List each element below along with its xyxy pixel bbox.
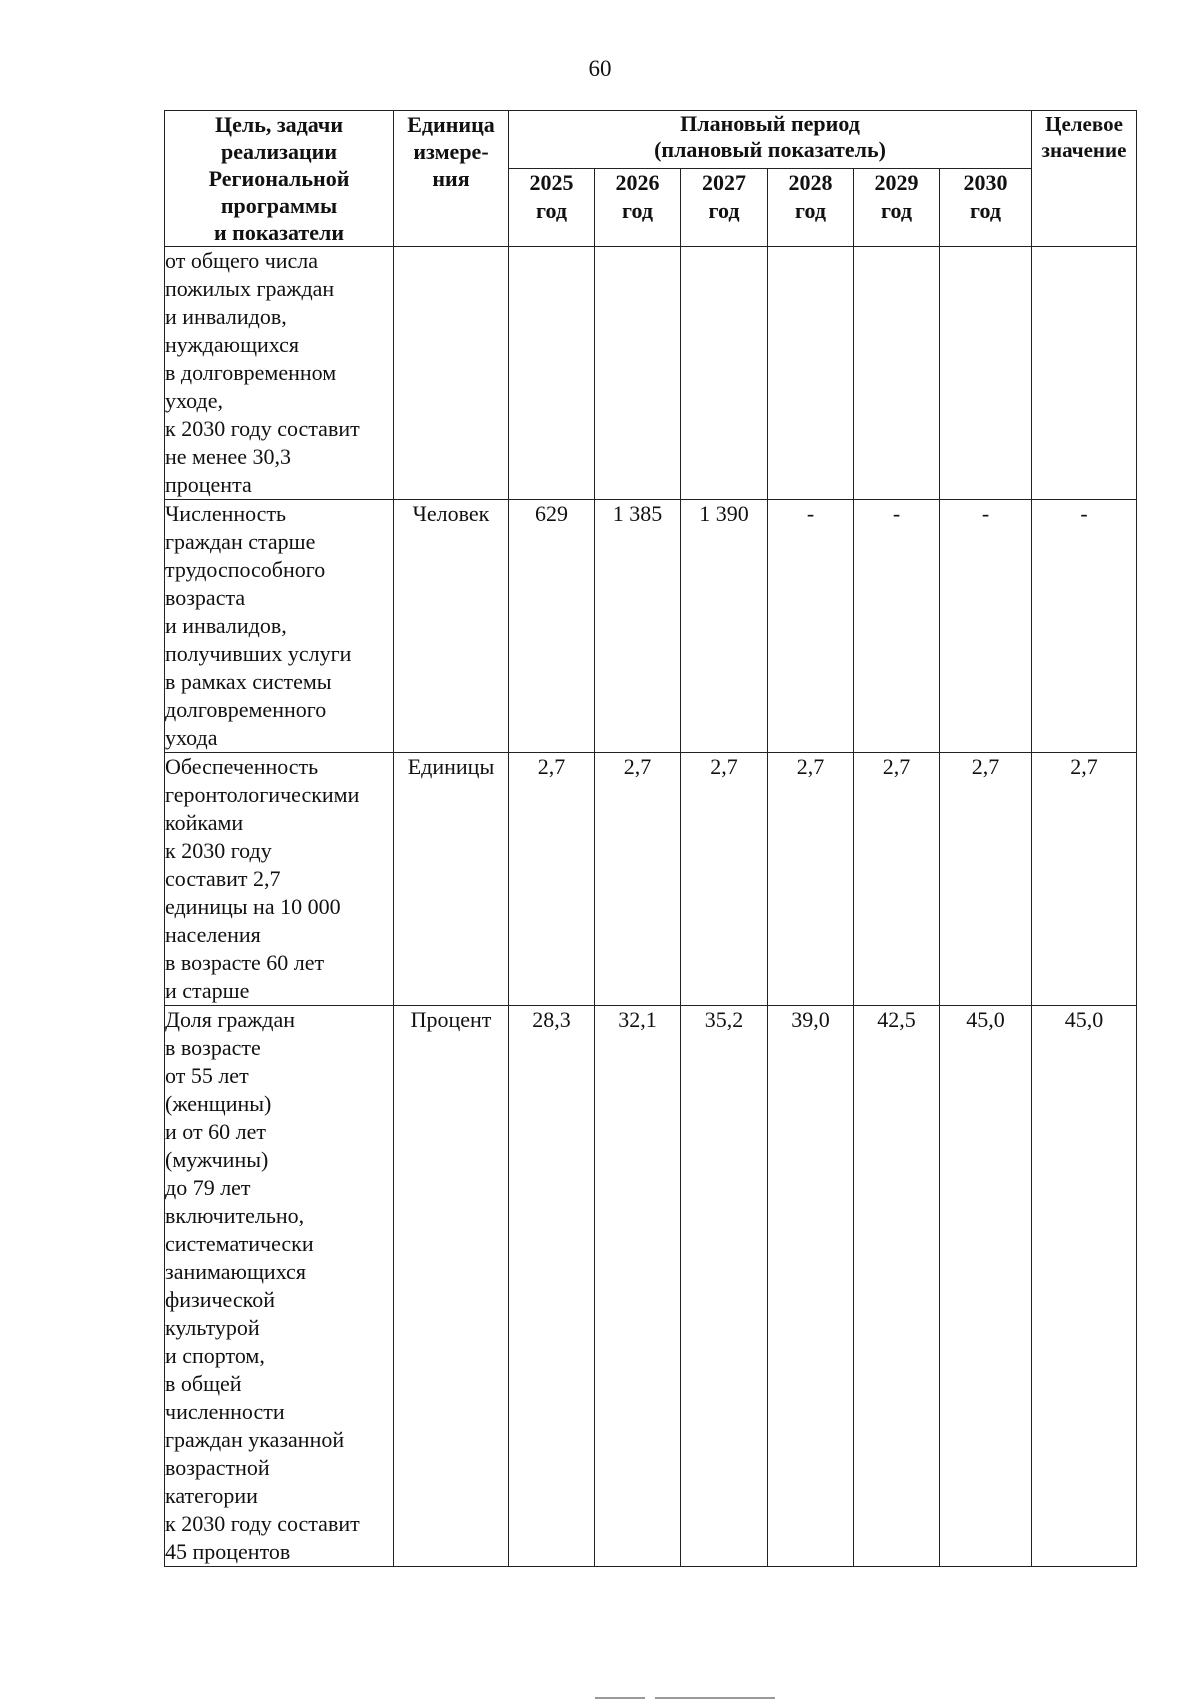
indicator-text: Доля граждан в возрасте от 55 лет (женщины) и от 60 лет (мужчины) до 79 лет включительно, систематически занимающихся физической культурой и спортом, в общей численности граждан указанной возрастной категории к 2030 году составит 45 процентов <box>165 1006 394 1567</box>
value-cell: 2,7 <box>595 753 681 1006</box>
table-row <box>165 1006 1137 1567</box>
value-cell: 1 385 <box>595 500 681 753</box>
value-cell: 2,7 <box>681 753 768 1006</box>
value-cell: 35,2 <box>681 1006 768 1567</box>
value-cell: 42,5 <box>854 1006 940 1567</box>
value-cell: 2,7 <box>768 753 854 1006</box>
scan-mark <box>655 1697 775 1699</box>
target-cell <box>1032 247 1137 500</box>
header-year: 2028 год <box>768 169 854 247</box>
unit-cell: Единицы <box>394 753 509 1006</box>
value-cell: - <box>940 500 1032 753</box>
value-cell <box>768 247 854 500</box>
table-row <box>165 500 1137 753</box>
value-cell <box>854 247 940 500</box>
value-cell <box>681 247 768 500</box>
value-cell <box>595 247 681 500</box>
header-year: 2029 год <box>854 169 940 247</box>
target-cell: 45,0 <box>1032 1006 1137 1567</box>
value-cell: - <box>768 500 854 753</box>
value-cell: 45,0 <box>940 1006 1032 1567</box>
unit-cell: Человек <box>394 500 509 753</box>
header-year: 2030 год <box>940 169 1032 247</box>
value-cell <box>940 247 1032 500</box>
table-row <box>165 247 1137 500</box>
value-cell: 1 390 <box>681 500 768 753</box>
value-cell: 2,7 <box>854 753 940 1006</box>
table-row <box>165 753 1137 1006</box>
target-cell: - <box>1032 500 1137 753</box>
value-cell: 28,3 <box>509 1006 595 1567</box>
unit-cell <box>394 247 509 500</box>
header-row-1 <box>165 111 1137 169</box>
unit-cell: Процент <box>394 1006 509 1567</box>
value-cell: 32,1 <box>595 1006 681 1567</box>
header-planned-period: Плановый период (плановый показатель) <box>509 111 1032 169</box>
indicator-text: Обеспеченность геронтологическими койками к 2030 году составит 2,7 единицы на 10 000 населения в возрасте 60 лет и старше <box>165 753 394 1006</box>
indicator-text: от общего числа пожилых граждан и инвалидов, нуждающихся в долговременном уходе, к 2030 году составит не менее 30,3 процента <box>165 247 394 500</box>
header-year: 2025 год <box>509 169 595 247</box>
header-year: 2026 год <box>595 169 681 247</box>
scan-mark <box>595 1697 645 1699</box>
header-target-value: Целевое значение <box>1032 111 1137 247</box>
header-year: 2027 год <box>681 169 768 247</box>
indicators-table <box>164 110 1137 1567</box>
page-number: 60 <box>588 56 612 81</box>
header-goal: Цель, задачи реализации Региональной программы и показатели <box>165 111 394 247</box>
value-cell: 2,7 <box>940 753 1032 1006</box>
value-cell: - <box>854 500 940 753</box>
value-cell <box>509 247 595 500</box>
value-cell: 39,0 <box>768 1006 854 1567</box>
header-unit: Единица измере- ния <box>394 111 509 247</box>
target-cell: 2,7 <box>1032 753 1137 1006</box>
value-cell: 2,7 <box>509 753 595 1006</box>
indicator-text: Численность граждан старше трудоспособного возраста и инвалидов, получивших услуги в рамках системы долговременного ухода <box>165 500 394 753</box>
value-cell: 629 <box>509 500 595 753</box>
